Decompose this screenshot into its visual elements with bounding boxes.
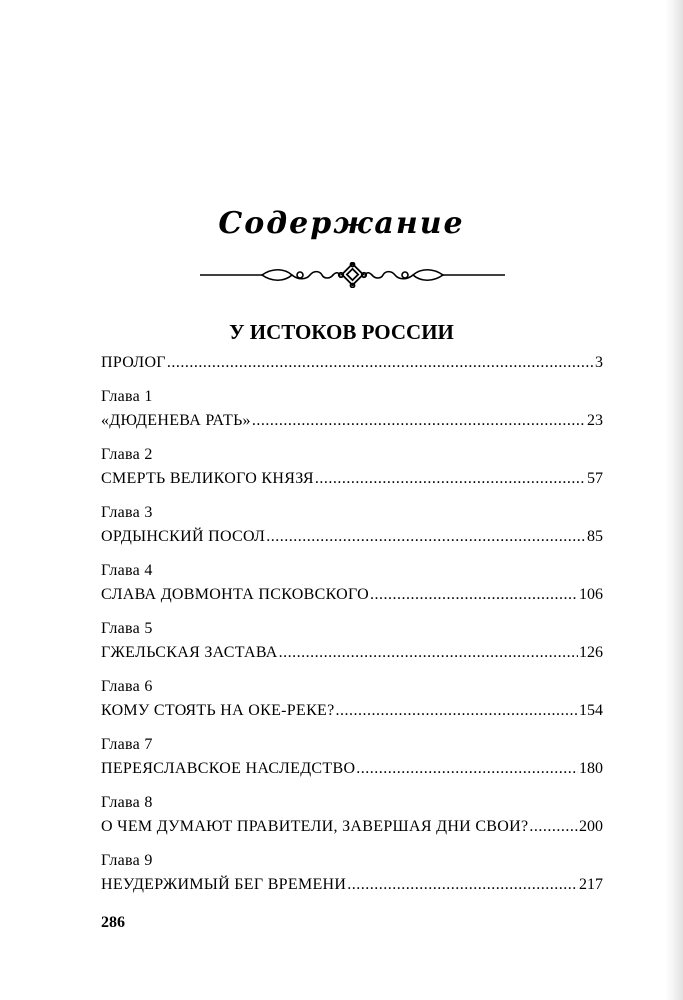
dot-leader: [279, 640, 578, 665]
toc-entry-title: СМЕРТЬ ВЕЛИКОГО КНЯЗЯ: [101, 470, 314, 487]
table-of-contents: [101, 350, 603, 897]
dot-leader: [356, 756, 578, 781]
chapter-label: Глава 2: [101, 446, 153, 463]
toc-entry: [101, 618, 603, 665]
chapter-label: Глава 3: [101, 504, 153, 521]
toc-entry: [101, 386, 603, 433]
page-edge-shadow: [665, 0, 683, 1000]
toc-page-number: 154: [579, 702, 603, 719]
toc-entry-prologue: [101, 350, 603, 375]
toc-page-number: 200: [579, 818, 603, 835]
chapter-label: Глава 9: [101, 852, 153, 869]
page-title: Содержание: [218, 206, 465, 241]
toc-entry: [101, 502, 603, 549]
toc-page-number: 180: [579, 760, 603, 777]
dot-leader: [252, 408, 586, 433]
dot-leader: [167, 350, 594, 375]
section-title: У ИСТОКОВ РОССИИ: [229, 320, 454, 344]
toc-entry-title: ОРДЫНСКИЙ ПОСОЛ: [101, 528, 266, 545]
toc-entry-title: ПЕРЕЯСЛАВСКОЕ НАСЛЕДСТВО: [101, 760, 356, 777]
toc-entry-title: НЕУДЕРЖИМЫЙ БЕГ ВРЕМЕНИ: [101, 876, 347, 893]
chapter-label: Глава 5: [101, 620, 153, 637]
toc-page-number: 126: [579, 644, 603, 661]
toc-entry: [101, 850, 603, 897]
toc-page-number: 85: [587, 528, 603, 545]
dot-leader: [370, 582, 578, 607]
toc-page-number: 3: [595, 354, 603, 371]
toc-entry-title: О ЧЕМ ДУМАЮТ ПРАВИТЕЛИ, ЗАВЕРШАЯ ДНИ СВОИ?: [101, 818, 529, 835]
dot-leader: [529, 814, 578, 839]
page-number: 286: [101, 914, 125, 931]
ornament-divider: [200, 262, 505, 288]
toc-entry-title: «ДЮДЕНЕВА РАТЬ»: [101, 412, 251, 429]
dot-leader: [347, 872, 578, 897]
toc-entry-title: СЛАВА ДОВМОНТА ПСКОВСКОГО: [101, 586, 370, 603]
toc-entry: [101, 792, 603, 839]
toc-entry: [101, 444, 603, 491]
toc-entry-title: ГЖЕЛЬСКАЯ ЗАСТАВА: [101, 644, 278, 661]
toc-page-number: 106: [579, 586, 603, 603]
chapter-label: Глава 1: [101, 388, 153, 405]
dot-leader: [315, 466, 586, 491]
toc-entry-title: КОМУ СТОЯТЬ НА ОКЕ-РЕКЕ?: [101, 702, 335, 719]
chapter-label: Глава 8: [101, 794, 153, 811]
chapter-label: Глава 7: [101, 736, 153, 753]
dot-leader: [336, 698, 578, 723]
toc-entry: [101, 676, 603, 723]
toc-page-number: 57: [587, 470, 603, 487]
chapter-label: Глава 4: [101, 562, 153, 579]
toc-page-number: 217: [579, 876, 603, 893]
toc-entry: [101, 560, 603, 607]
toc-entry: [101, 734, 603, 781]
toc-entry-title: ПРОЛОГ: [101, 354, 166, 371]
dot-leader: [266, 524, 586, 549]
chapter-label: Глава 6: [101, 678, 153, 695]
toc-page-number: 23: [587, 412, 603, 429]
